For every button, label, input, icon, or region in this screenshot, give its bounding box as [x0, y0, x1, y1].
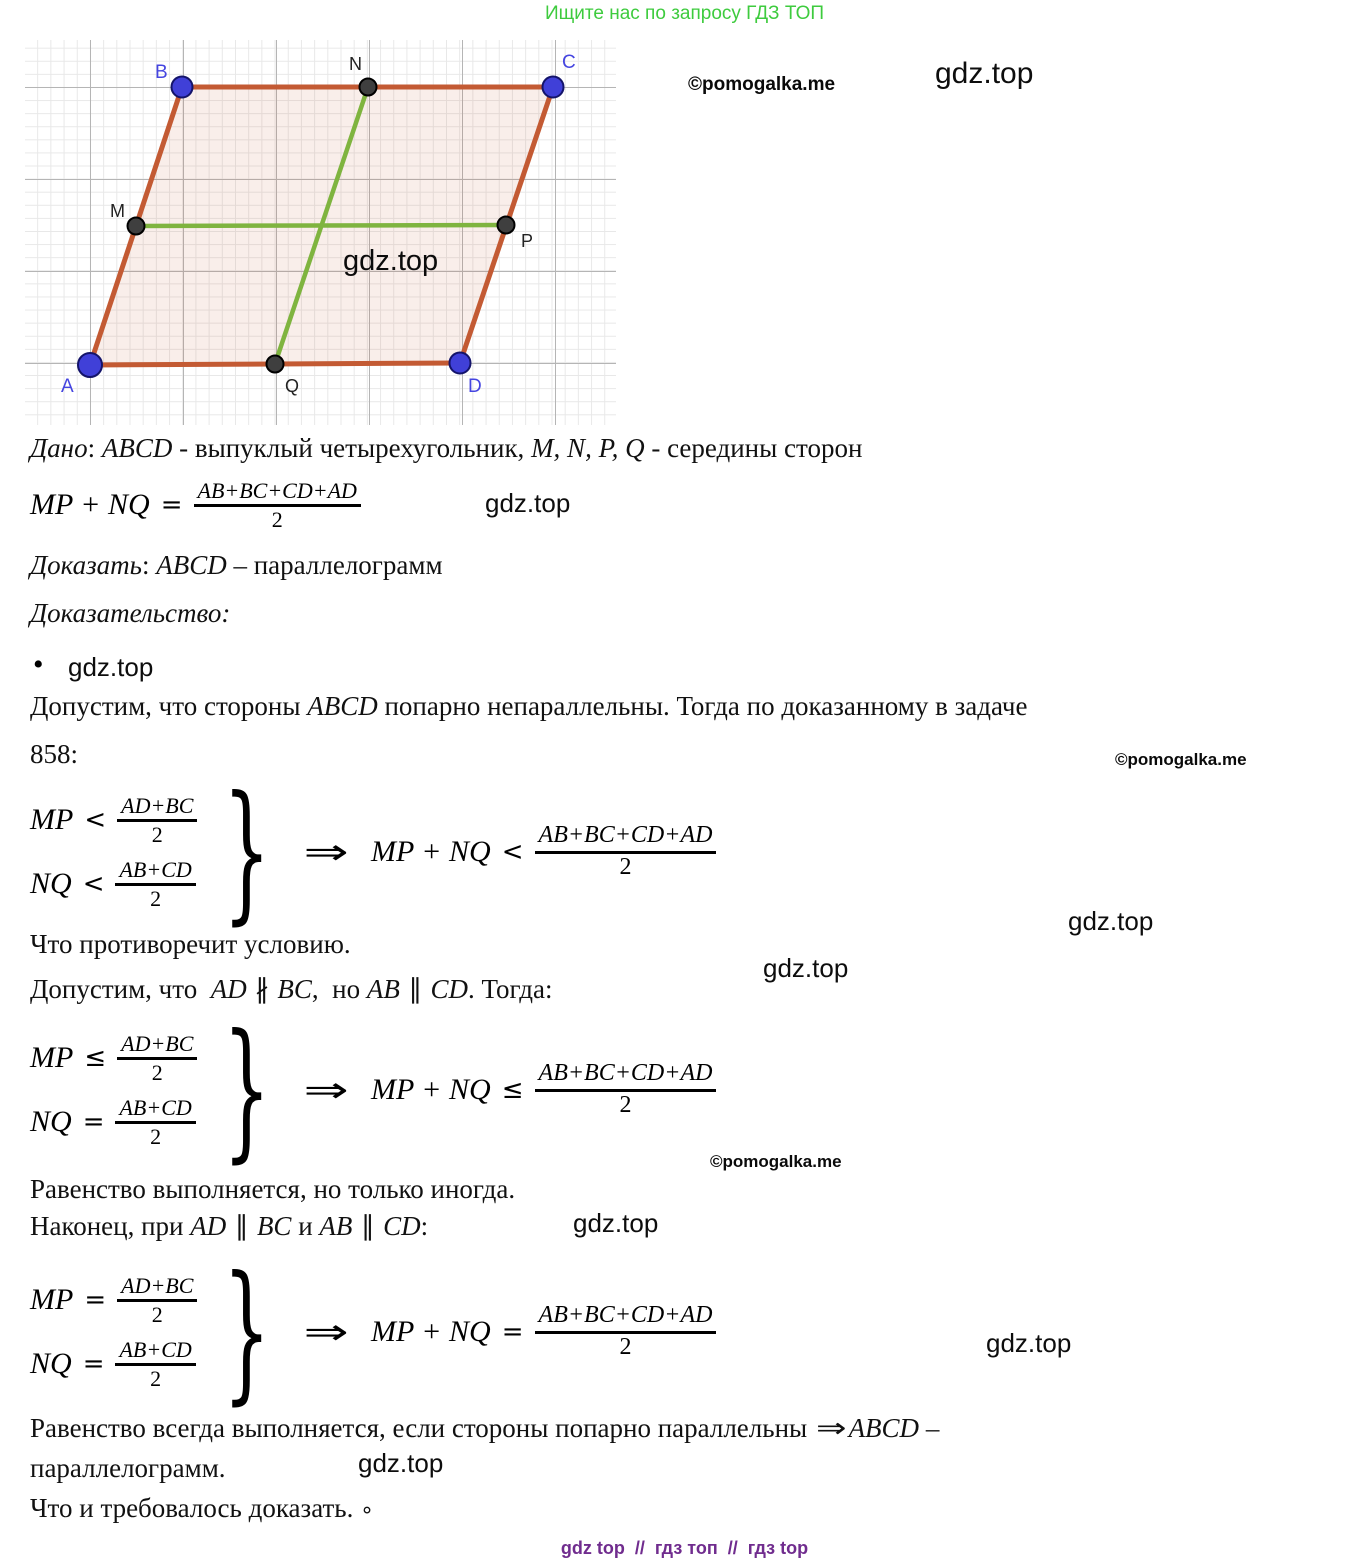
prove-quad: ABCD — [156, 550, 227, 580]
para3-text-2: , но — [311, 974, 367, 1004]
paragraph-assume-one-parallel — [30, 973, 552, 1006]
given-text-2: - середины сторон — [644, 433, 863, 463]
s1r1-numerator: AD+BC — [117, 793, 197, 822]
system2-implies-arrow: ⇒ — [303, 1069, 349, 1111]
pomogalka-watermark-header: ©pomogalka.me — [688, 74, 836, 95]
s1r1-fraction — [117, 793, 197, 848]
midpoint-m-dot — [128, 218, 145, 235]
given-label: Дано — [30, 433, 88, 463]
system3-row2 — [30, 1337, 197, 1392]
given-formula — [30, 478, 361, 533]
s2res-fraction — [535, 1060, 717, 1119]
s1r2-denominator: 2 — [150, 885, 162, 911]
paragraph-qed — [30, 1492, 374, 1527]
system2-brace: } — [223, 1003, 271, 1177]
given-points: M, N, P, Q — [531, 433, 645, 463]
gdz-watermark-bullet: gdz.top — [68, 652, 154, 682]
system3-result — [371, 1302, 716, 1361]
formula-fraction — [194, 478, 361, 533]
para3-cd: CD — [430, 974, 469, 1004]
system3-implies-arrow: ⇒ — [303, 1311, 349, 1353]
s3res-lhs: MP + NQ — [371, 1315, 491, 1348]
para3-text-1: Допустим, что — [30, 974, 211, 1004]
s3r1-fraction — [117, 1273, 197, 1328]
s3r1-numerator: AD+BC — [117, 1273, 197, 1302]
para5-text-3: : — [420, 1211, 429, 1241]
formula-lhs: MP + NQ — [30, 488, 150, 522]
vertex-d-label: D — [468, 376, 482, 397]
para6-quad: ABCD — [848, 1413, 920, 1443]
s1res-lhs: MP + NQ — [371, 835, 491, 868]
paragraph-equality-sometimes: Равенство выполняется, но только иногда. — [30, 1174, 516, 1204]
s3res-fraction — [535, 1302, 717, 1361]
para3-bc: BC — [277, 974, 312, 1004]
s3res-denominator: 2 — [619, 1334, 632, 1360]
paragraph-contradiction: Что противоречит условию. — [30, 929, 351, 959]
s1r1-denominator: 2 — [151, 822, 163, 848]
system1-row2 — [30, 857, 197, 912]
s2r1-fraction — [117, 1031, 197, 1086]
system1-brace: } — [223, 765, 271, 939]
vertex-c-label: C — [562, 52, 576, 73]
given-text-1: - выпуклый четырехугольник, — [172, 433, 532, 463]
s1r2-lhs: NQ — [30, 866, 72, 900]
midpoint-q-dot — [267, 356, 284, 373]
system2-row2 — [30, 1095, 197, 1150]
figure-watermark: gdz.top — [343, 245, 439, 277]
prove-line — [30, 549, 443, 581]
midpoint-p-dot — [498, 217, 515, 234]
system2-left-column — [30, 1031, 197, 1149]
s1r2-relation: < — [82, 868, 105, 899]
midpoint-m-label: M — [110, 201, 125, 221]
s2r1-denominator: 2 — [151, 1060, 163, 1086]
prove-text: – параллелограмм — [226, 550, 443, 580]
s3r1-relation: = — [84, 1285, 107, 1316]
system2-row1 — [30, 1031, 197, 1086]
fraction-numerator: AB+BC+CD+AD — [194, 478, 361, 507]
para5-text-2: и — [291, 1211, 320, 1241]
paragraph-conclusion-line2: параллелограмм. — [30, 1453, 226, 1483]
gdz-watermark-inline3: gdz.top — [358, 1448, 444, 1478]
s2res-denominator: 2 — [619, 1092, 632, 1118]
para6-text-1: Равенство всегда выполняется, если стороны попарно параллельны — [30, 1413, 814, 1443]
midpoint-n-label: N — [349, 54, 362, 74]
midpoint-q-label: Q — [285, 376, 300, 396]
equation-system-2 — [30, 1003, 716, 1177]
system3-left-column — [30, 1273, 197, 1391]
paragraph-assume-nonparallel — [30, 690, 1350, 722]
gdz-watermark-inline1: gdz.top — [763, 953, 849, 983]
midpoint-p-label: P — [521, 231, 534, 251]
equation-system-3 — [30, 1245, 716, 1419]
para1-text-2: попарно непараллельны. Тогда по доказанному в задаче — [377, 691, 1028, 721]
vertex-b-label: B — [155, 62, 168, 83]
para3-text-3: . Тогда: — [468, 974, 553, 1004]
system1-left-column — [30, 793, 197, 911]
s2r1-numerator: AD+BC — [117, 1031, 197, 1060]
given-colon: : — [87, 433, 102, 463]
vertex-a-dot — [78, 353, 102, 377]
s2r1-relation: ≤ — [84, 1043, 107, 1074]
para3-ab: AB — [366, 974, 400, 1004]
s2r2-numerator: AB+CD — [115, 1095, 195, 1124]
system1-result — [371, 822, 716, 881]
s1res-denominator: 2 — [619, 854, 632, 880]
s3r2-relation: = — [82, 1348, 105, 1379]
s3r2-fraction — [115, 1337, 195, 1392]
given-line — [30, 432, 862, 464]
footer-branding: gdz top // гдз топ // гдз top — [560, 1538, 809, 1558]
vertex-d-dot — [450, 353, 471, 374]
s1res-relation: < — [501, 837, 524, 867]
s2r2-fraction — [115, 1095, 195, 1150]
gdz-watermark-right2: gdz.top — [986, 1328, 1072, 1358]
bullet-marker: • — [33, 648, 44, 681]
qed-text: Что и требовалось доказать. — [30, 1493, 361, 1523]
s2res-numerator: AB+BC+CD+AD — [535, 1060, 717, 1092]
vertex-c-dot — [543, 77, 564, 98]
parallel-symbol-2: ∥ — [226, 1211, 257, 1242]
para1-text-1: Допустим, что стороны — [30, 691, 308, 721]
paragraph-finally-parallel — [30, 1210, 428, 1243]
gdz-watermark-right1: gdz.top — [1068, 906, 1154, 936]
geometry-figure — [25, 40, 616, 425]
proof-heading: Доказательство: — [30, 598, 231, 628]
formula-relation: = — [160, 490, 183, 521]
parallel-symbol-3: ∥ — [352, 1211, 384, 1242]
s3res-numerator: AB+BC+CD+AD — [535, 1302, 717, 1334]
vertex-a-label: A — [61, 376, 74, 397]
s2r2-denominator: 2 — [150, 1123, 162, 1149]
pomogalka-watermark-mid: ©pomogalka.me — [1115, 750, 1247, 769]
s1res-fraction — [535, 822, 717, 881]
s1r2-fraction — [115, 857, 195, 912]
system1-row1 — [30, 793, 197, 848]
paragraph-task-number: 858: — [30, 739, 79, 769]
paragraph-conclusion-line1 — [30, 1412, 1350, 1445]
s1res-numerator: AB+BC+CD+AD — [535, 822, 717, 854]
para1-quad: ABCD — [307, 691, 378, 721]
parallel-symbol-1: ∥ — [399, 974, 431, 1005]
gdz-watermark-header: gdz.top — [935, 57, 1034, 90]
not-parallel-symbol: ∦ — [246, 974, 278, 1005]
pomogalka-watermark-low: ©pomogalka.me — [710, 1152, 842, 1171]
midpoint-n-dot — [360, 79, 377, 96]
s3r2-numerator: AB+CD — [115, 1337, 195, 1366]
s1r1-lhs: MP — [30, 803, 74, 837]
s3r2-lhs: NQ — [30, 1346, 72, 1380]
vertex-b-dot — [172, 77, 193, 98]
s2res-relation: ≤ — [501, 1075, 524, 1105]
s2r2-relation: = — [82, 1106, 105, 1137]
parallelogram-diagram — [25, 40, 616, 425]
prove-colon: : — [141, 550, 157, 580]
para5-ab: AB — [319, 1211, 353, 1241]
gdz-watermark-formula: gdz.top — [485, 488, 571, 518]
s2r1-lhs: MP — [30, 1041, 74, 1075]
para5-text-1: Наконец, при — [30, 1211, 191, 1241]
s3r1-lhs: MP — [30, 1283, 74, 1317]
para3-ad: AD — [210, 974, 247, 1004]
s1r2-numerator: AB+CD — [115, 857, 195, 886]
para6-dash: – — [919, 1413, 940, 1443]
system3-row1 — [30, 1273, 197, 1328]
search-banner: Ищите нас по запросу ГДЗ ТОП — [544, 3, 825, 24]
para5-bc: BC — [256, 1211, 292, 1241]
system1-implies-arrow: ⇒ — [303, 831, 349, 873]
gdz-watermark-inline2: gdz.top — [573, 1208, 659, 1238]
s1r1-relation: < — [84, 805, 107, 836]
s3r1-denominator: 2 — [151, 1302, 163, 1328]
qed-circle: ∘ — [360, 1498, 374, 1523]
equation-system-1 — [30, 765, 716, 939]
para5-cd: CD — [383, 1211, 421, 1241]
para5-ad: AD — [190, 1211, 227, 1241]
system3-brace: } — [223, 1245, 271, 1419]
s3res-relation: = — [501, 1317, 524, 1347]
s2res-lhs: MP + NQ — [371, 1073, 491, 1106]
s2r2-lhs: NQ — [30, 1104, 72, 1138]
s3r2-denominator: 2 — [150, 1365, 162, 1391]
prove-label: Доказать — [30, 550, 142, 580]
given-quad: ABCD — [101, 433, 173, 463]
system2-result — [371, 1060, 716, 1119]
fraction-denominator: 2 — [271, 507, 283, 533]
implies-arrow-inline: ⇒ — [815, 1413, 847, 1444]
